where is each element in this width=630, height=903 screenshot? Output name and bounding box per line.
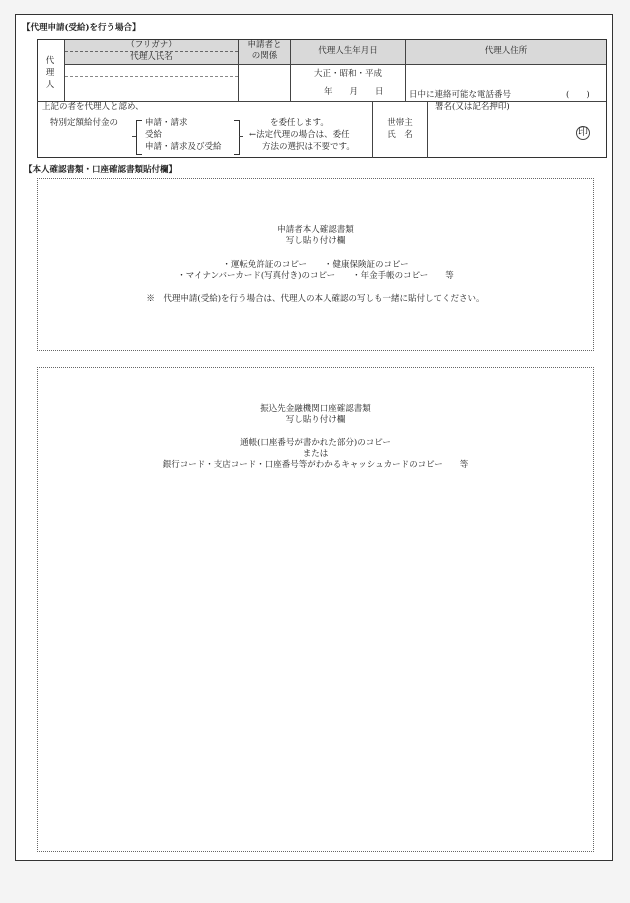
furigana-label: （フリガナ）	[126, 40, 177, 50]
delegation-text-1: 上記の者を代理人と認め、	[42, 102, 144, 112]
id-box-line-1: ・運転免許証のコピー ・健康保険証のコピー	[222, 260, 409, 270]
option-bracket-right	[234, 120, 240, 155]
legal-note-2: 方法の選択は不要です。	[262, 142, 355, 152]
id-box-subtitle: 写し貼り付け欄	[285, 236, 346, 246]
household-head-label-1: 世帯主	[387, 118, 413, 128]
relationship-label-2: の関係	[251, 51, 278, 61]
birthdate-label: 代理人生年月日	[318, 46, 378, 56]
proxy-section-heading: 【代理申請(受給)を行う場合】	[22, 23, 141, 33]
proxy-vertical-label: 代 理 人	[45, 56, 55, 90]
bank-box-line-2: または	[302, 449, 329, 459]
bank-box-line-1: 通帳(口座番号が書かれた部分)のコピー	[240, 438, 391, 448]
birthdate-field[interactable]: 年 月 日	[324, 87, 384, 97]
option-receive[interactable]: 受給	[145, 130, 163, 140]
form-page	[15, 14, 613, 861]
signature-label: 署名(又は記名押印)	[435, 102, 510, 112]
proxy-name-field[interactable]	[65, 77, 238, 101]
proxy-furigana-field[interactable]	[65, 65, 238, 76]
household-head-label-2: 氏 名	[387, 130, 413, 140]
relationship-field[interactable]	[239, 65, 290, 101]
id-box-note: ※ 代理申請(受給)を行う場合は、代理人の本人確認の写しも一緒に貼付してください。	[146, 294, 485, 304]
proxy-address-field[interactable]	[406, 65, 606, 87]
delegate-text: を委任します。	[270, 118, 329, 128]
id-box-line-2: ・マイナンバーカード(写真付き)のコピー ・年金手帳のコピー 等	[177, 271, 454, 281]
address-label: 代理人住所	[484, 46, 528, 56]
proxy-name-label: 代理人氏名	[130, 52, 173, 62]
delegation-text-2: 特別定額給付金の	[50, 118, 119, 128]
option-apply[interactable]: 申請・請求	[145, 118, 188, 128]
phone-field[interactable]: ( )	[566, 90, 590, 100]
id-box-title: 申請者本人確認書類	[277, 225, 354, 235]
daytime-phone-label: 日中に連絡可能な電話番号	[409, 90, 512, 100]
attach-section-heading: 【本人確認書類・口座確認書類貼付欄】	[24, 165, 178, 175]
relationship-label-1: 申請者と	[247, 40, 282, 50]
option-apply-and-receive[interactable]: 申請・請求及び受給	[145, 142, 222, 152]
seal-icon: 印	[578, 127, 588, 138]
legal-note-1: ←法定代理の場合は、委任	[249, 130, 350, 140]
bank-box-title: 振込先金融機関口座確認書類	[260, 404, 371, 414]
bank-box-line-3: 銀行コード・支店コード・口座番号等がわかるキャッシュカードのコピー 等	[162, 460, 469, 470]
era-options[interactable]: 大正・昭和・平成	[313, 69, 382, 79]
option-bracket-left	[136, 120, 142, 155]
bank-box-subtitle: 写し貼り付け欄	[285, 415, 346, 425]
